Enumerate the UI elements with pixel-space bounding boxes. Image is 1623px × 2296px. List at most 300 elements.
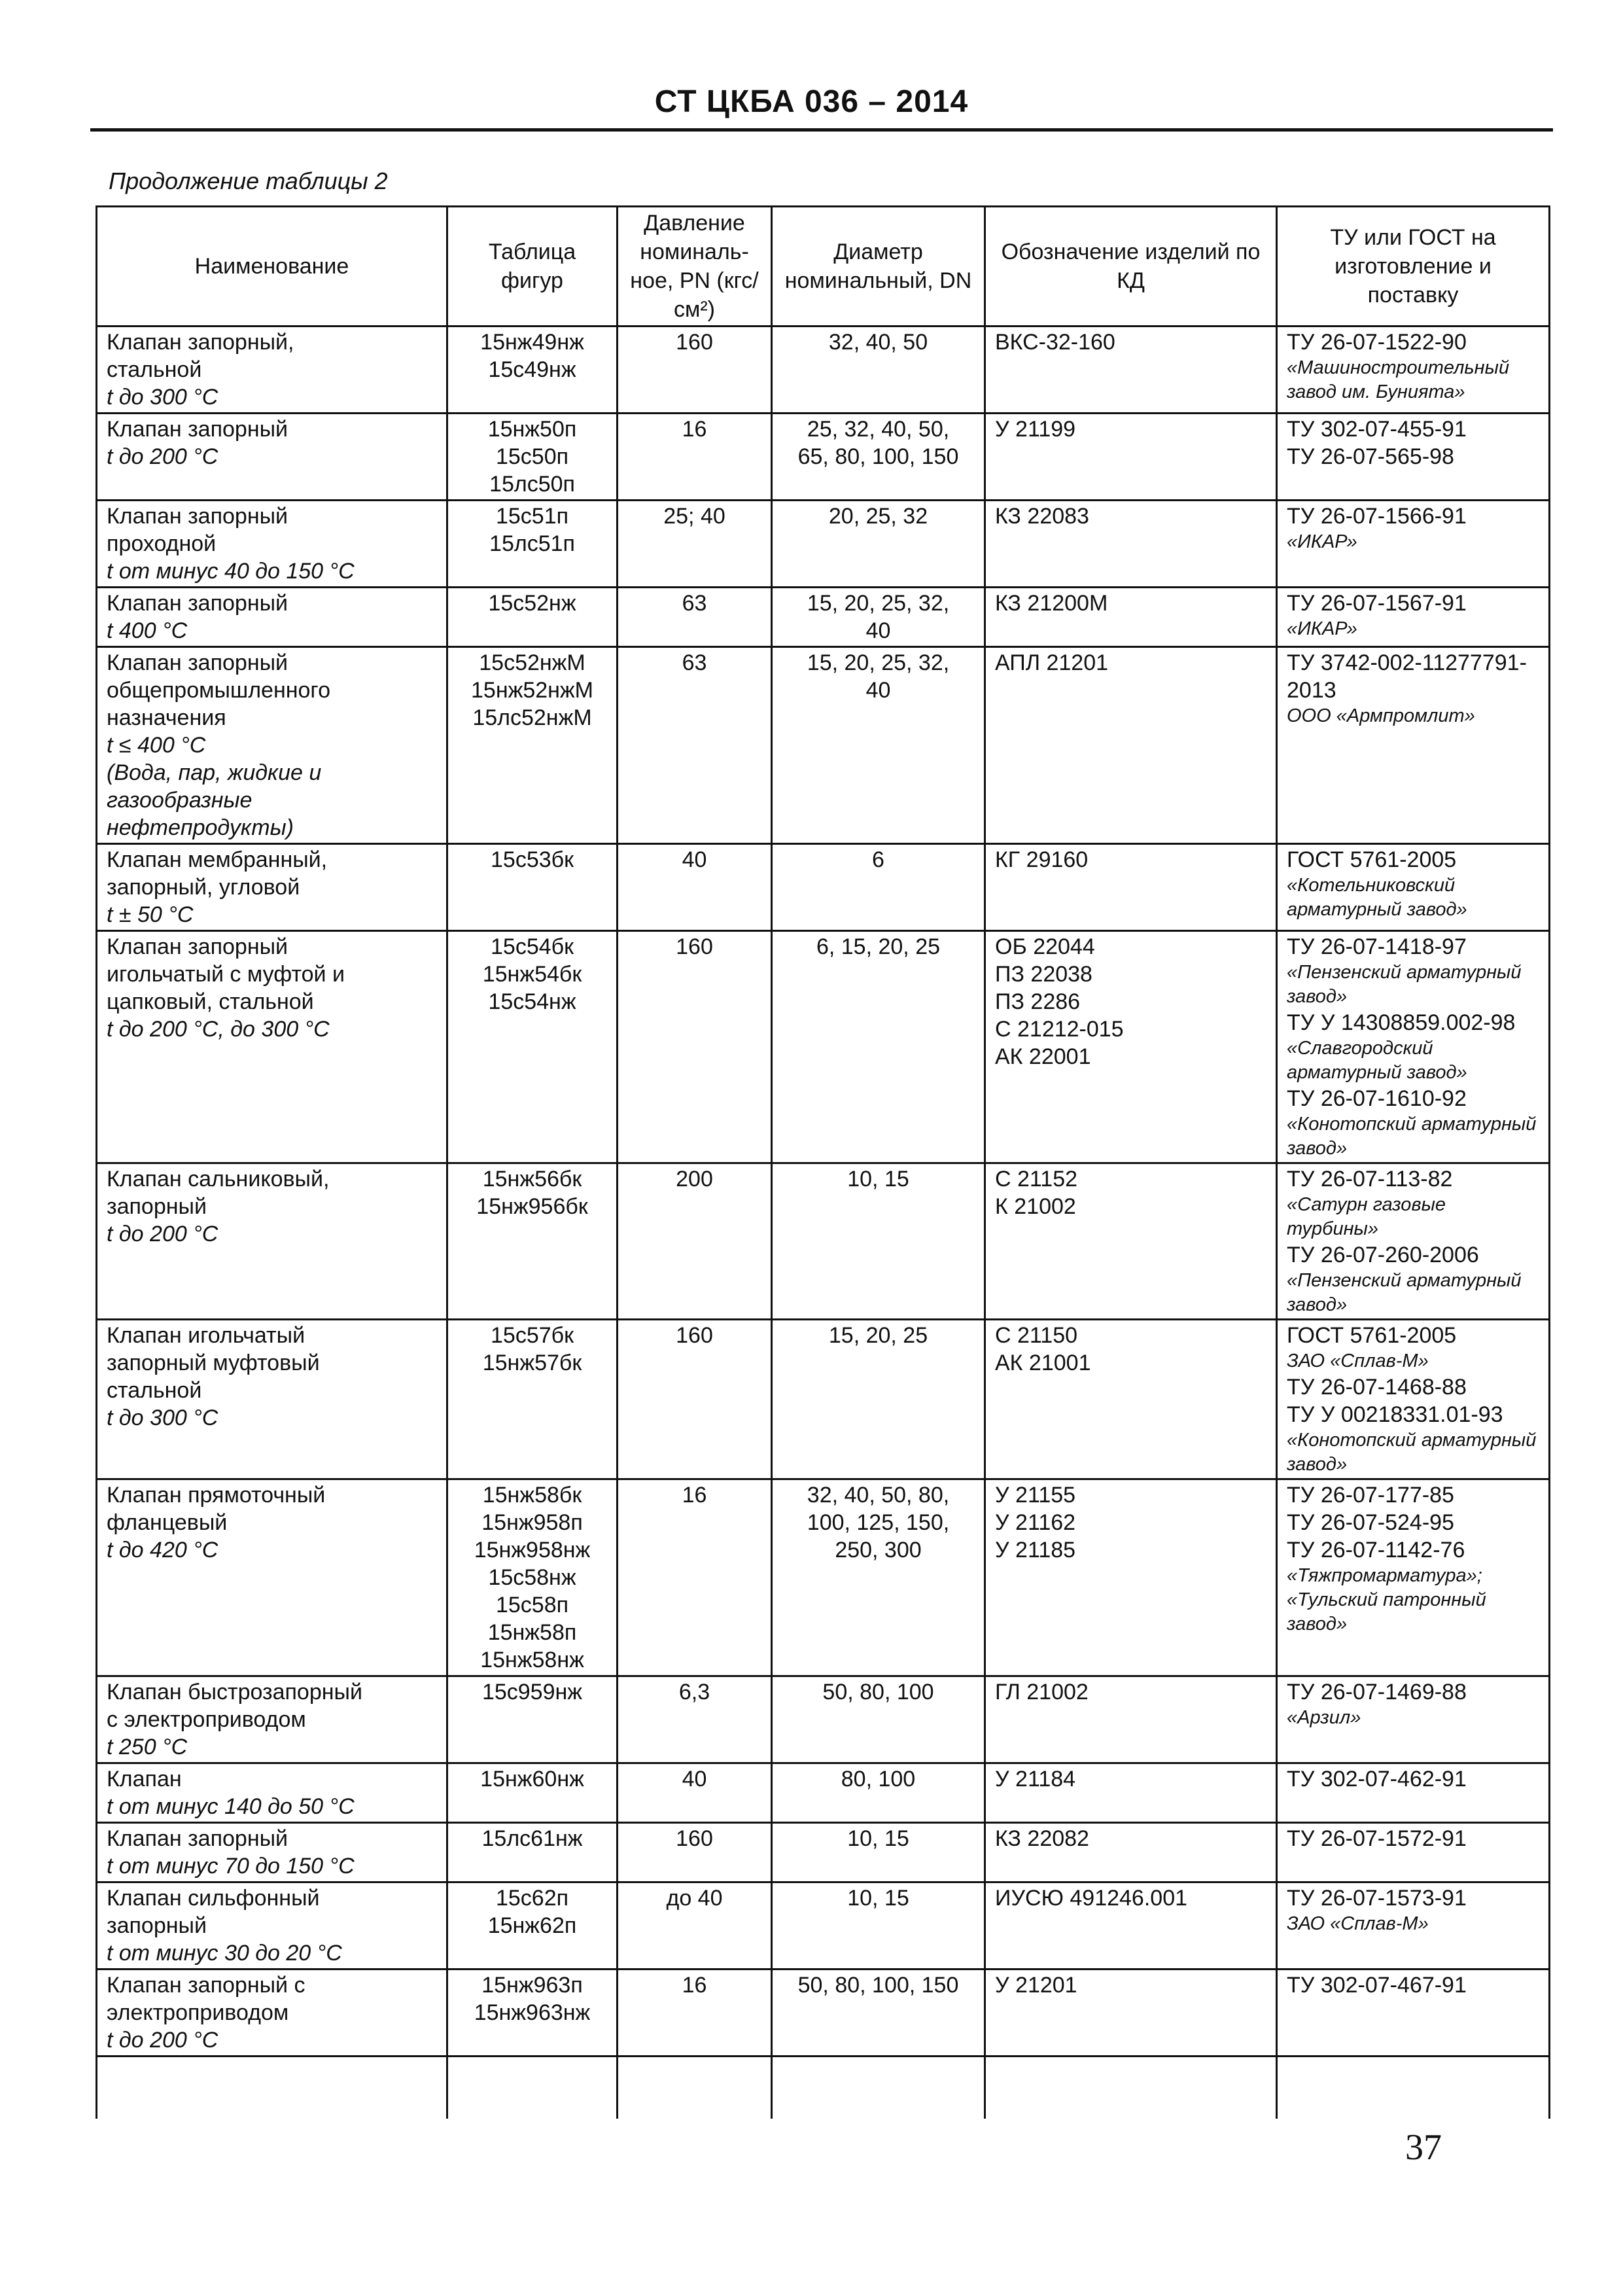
pressure-value: 63 [682,650,707,675]
standard-code: ТУ 26-07-1610-92 [1287,1086,1467,1111]
name-line: t до 200 °C [107,2028,218,2053]
figure-code: 15с54нж [488,989,576,1014]
cell-diameter [772,501,985,588]
cell-diameter [772,1882,985,1969]
cell-name [97,844,447,931]
cell-standard [1277,1969,1550,2057]
cell-standard [1277,1320,1550,1479]
pressure-value: 16 [682,417,707,442]
figure-code: 15с53бк [491,847,574,872]
cell-figures [447,1163,618,1320]
name-line: Клапан мембранный, [107,847,328,872]
cell-name [97,588,447,647]
kd-designation: ИУСЮ 491246.001 [995,1886,1188,1911]
figure-code: 15нж50п [487,417,577,442]
manufacturer-name: ЗАО «Сплав-М» [1287,1913,1429,1934]
name-line: t до 300 °C [107,1405,218,1430]
name-line: t от минус 40 до 150 °C [107,559,355,584]
cell-figures [447,1969,618,2057]
standard-code: ТУ 26-07-1572-91 [1287,1826,1467,1851]
name-line: Клапан сильфонный [107,1886,320,1911]
cell-kd [985,414,1277,501]
col-header-standard: ТУ или ГОСТ на изготовление и поставку [1277,207,1550,327]
pressure-value: 40 [682,1767,707,1792]
cell-standard [1277,1763,1550,1823]
name-line: t от минус 30 до 20 °C [107,1941,342,1966]
table-row [97,327,1550,414]
name-line: назначения [107,705,226,730]
name-line: Клапан запорный, [107,330,294,355]
cell-standard [1277,414,1550,501]
cell-figures [447,647,618,844]
name-line: t до 200 °C [107,444,218,469]
manufacturer-name: «Машиностроительный завод им. Бунията» [1287,357,1510,402]
cell-figures [447,1320,618,1479]
cell-kd [985,501,1277,588]
cell-diameter [772,1763,985,1823]
cell-figures [447,501,618,588]
pressure-value: 40 [682,847,707,872]
standard-code: ТУ 26-07-1418-97 [1287,934,1467,959]
diameter-line: 15, 20, 25, 32, [807,650,950,675]
name-line: Клапан запорный [107,650,288,675]
diameter-line: 10, 15 [847,1167,909,1192]
cell-diameter [772,844,985,931]
manufacturer-name: «ИКАР» [1287,618,1357,639]
name-line: Клапан запорный [107,417,288,442]
cell-standard [1277,647,1550,844]
cell-standard [1277,1479,1550,1676]
figure-code: 15нж52нжМ [471,678,593,703]
document-header-title: СТ ЦКБА 036 – 2014 [654,84,969,119]
diameter-line: 100, 125, 150, [807,1510,950,1535]
standard-code: ТУ 26-07-524-95 [1287,1510,1454,1535]
table-row [97,1969,1550,2057]
manufacturer-name: «ИКАР» [1287,531,1357,552]
diameter-line: 50, 80, 100 [822,1680,934,1704]
cell-name [97,647,447,844]
col-header-figures: Таблица фигур [447,207,618,327]
manufacturer-name: «Славгородский арматурный завод» [1287,1038,1467,1083]
table-row [97,1763,1550,1823]
kd-designation: КЗ 22082 [995,1826,1089,1851]
kd-designation: ПЗ 2286 [995,989,1081,1014]
cell-figures [447,1479,618,1676]
name-line: t от минус 70 до 150 °C [107,1854,355,1879]
figure-code: 15нж58нж [480,1648,584,1672]
cell-standard [1277,1882,1550,1969]
cell-kd [985,1969,1277,2057]
kd-designation: У 21201 [995,1973,1077,1998]
cell-kd [985,1320,1277,1479]
cell-kd [985,327,1277,414]
figure-code: 15с50п [495,444,569,469]
kd-designation: АПЛ 21201 [995,650,1109,675]
kd-designation: ПЗ 22038 [995,962,1092,987]
cell-diameter [772,588,985,647]
col-header-name: Наименование [97,207,447,327]
table-row [97,588,1550,647]
figure-code: 15нж958нж [474,1538,591,1563]
cell-figures [447,414,618,501]
cell-kd [985,1676,1277,1763]
figure-code: 15лс50п [489,472,575,497]
cell-diameter [772,1969,985,2057]
cell-standard [1277,1823,1550,1882]
manufacturer-name: «Тульский патронный завод» [1287,1589,1486,1634]
empty-cell [97,2057,447,2119]
name-line: игольчатый с муфтой и [107,962,345,987]
cell-pressure [618,327,772,414]
standard-code: ТУ У 14308859.002-98 [1287,1010,1516,1035]
standard-code: ТУ 26-07-1469-88 [1287,1680,1467,1704]
cell-figures [447,931,618,1163]
kd-designation: К 21002 [995,1194,1076,1219]
figure-code: 15нж56бк [482,1167,582,1192]
figure-code: 15нж963п [481,1973,583,1998]
kd-designation: КЗ 21200М [995,591,1108,616]
name-line: запорный, угловой [107,875,300,900]
pressure-value: 16 [682,1973,707,1998]
empty-cell [447,2057,618,2119]
name-line: фланцевый [107,1510,228,1535]
cell-figures [447,327,618,414]
standard-code: ТУ 26-07-1573-91 [1287,1886,1467,1911]
diameter-line: 32, 40, 50, 80, [807,1483,950,1508]
cell-figures [447,1763,618,1823]
cell-kd [985,588,1277,647]
cell-standard [1277,931,1550,1163]
figure-code: 15лс52нжМ [472,705,592,730]
figure-code: 15с58нж [488,1565,576,1590]
standard-code: ТУ 302-07-462-91 [1287,1767,1467,1792]
standard-code: ТУ 26-07-1567-91 [1287,591,1467,616]
name-line: t 400 °C [107,618,188,643]
manufacturer-name: «Тяжпромарматура»; [1287,1565,1482,1586]
kd-designation: ВКС-32-160 [995,330,1115,355]
cell-figures [447,844,618,931]
name-line: Клапан запорный [107,934,288,959]
kd-designation: АК 22001 [995,1044,1091,1069]
kd-designation: С 21212-015 [995,1017,1124,1042]
empty-cell [1277,2057,1550,2119]
col-header-pressure: Давление номиналь-ное, PN (кгс/см²) [618,207,772,327]
standard-code: ТУ 26-07-1522-90 [1287,330,1467,355]
cell-diameter [772,414,985,501]
cell-kd [985,1823,1277,1882]
standard-code: ТУ 302-07-467-91 [1287,1973,1467,1998]
standard-code: ТУ 26-07-565-98 [1287,444,1454,469]
name-line: общепромышленного [107,678,330,703]
cell-diameter [772,931,985,1163]
figure-code: 15нж49нж [480,330,584,355]
cell-pressure [618,1163,772,1320]
name-line: запорный [107,1913,207,1938]
diameter-line: 80, 100 [841,1767,916,1792]
kd-designation: У 21162 [995,1510,1076,1535]
cell-figures [447,1882,618,1969]
pressure-value: 160 [676,934,713,959]
diameter-line: 50, 80, 100, 150 [797,1973,959,1998]
cell-pressure [618,1676,772,1763]
name-line: стальной [107,357,202,382]
figure-code: 15нж62п [487,1913,577,1938]
table-caption: Продолжение таблицы 2 [109,168,388,194]
name-line: Клапан сальниковый, [107,1167,330,1192]
kd-designation: У 21199 [995,417,1076,442]
cell-diameter [772,1479,985,1676]
table-row [97,1823,1550,1882]
standard-code: ТУ 26-07-1468-88 [1287,1375,1467,1400]
cell-pressure [618,1763,772,1823]
cell-kd [985,1163,1277,1320]
cell-figures [447,1676,618,1763]
page-number: 37 [1405,2127,1442,2168]
figure-code: 15нж958п [481,1510,583,1535]
cell-name [97,1320,447,1479]
table-row [97,844,1550,931]
table-row [97,501,1550,588]
cell-pressure [618,1320,772,1479]
cell-name [97,414,447,501]
cell-diameter [772,647,985,844]
cell-pressure [618,647,772,844]
name-line: запорный [107,1194,207,1219]
name-line: с электроприводом [107,1707,306,1732]
manufacturer-name: «Конотопский арматурный завод» [1287,1114,1537,1159]
standard-code: ТУ 26-07-177-85 [1287,1483,1454,1508]
name-line: Клапан прямоточный [107,1483,326,1508]
diameter-line: 40 [865,678,891,703]
name-line: цапковый, стальной [107,989,314,1014]
kd-designation: У 21185 [995,1538,1076,1563]
figure-code: 15нж60нж [480,1767,584,1792]
cell-standard [1277,844,1550,931]
manufacturer-name: «Пензенский арматурный завод» [1287,1270,1522,1315]
cell-figures [447,1823,618,1882]
name-line: Клапан игольчатый [107,1323,305,1348]
cell-pressure [618,1479,772,1676]
table-continuation-row [97,2057,1550,2119]
name-line: t до 200 °C [107,1222,218,1246]
cell-kd [985,647,1277,844]
name-line: Клапан запорный с [107,1973,305,1998]
pressure-value: 16 [682,1483,707,1508]
cell-kd [985,931,1277,1163]
name-line: (Вода, пар, жидкие и газообразные нефтепродукты) [107,760,322,840]
figure-code: 15с49нж [488,357,576,382]
figure-code: 15лс51п [489,531,575,556]
table-row [97,1479,1550,1676]
manufacturer-name: «Сатурн газовые турбины» [1287,1194,1446,1239]
name-line: стальной [107,1378,202,1403]
figure-code: 15с52нжМ [479,650,585,675]
standard-code: ТУ 26-07-1566-91 [1287,504,1467,529]
name-line: t до 300 °C [107,385,218,410]
standard-code: ТУ 26-07-113-82 [1287,1167,1453,1192]
diameter-line: 250, 300 [835,1538,922,1563]
manufacturer-name: «Котельниковский арматурный завод» [1287,875,1467,920]
pressure-value: 63 [682,591,707,616]
figure-code: 15с58п [495,1593,569,1617]
table-row [97,647,1550,844]
name-line: Клапан запорный [107,1826,288,1851]
cell-pressure [618,414,772,501]
kd-designation: У 21155 [995,1483,1076,1508]
table-row [97,1163,1550,1320]
diameter-line: 25, 32, 40, 50, [807,417,950,442]
cell-diameter [772,1320,985,1479]
name-line: электроприводом [107,2000,289,2025]
table-row [97,1320,1550,1479]
pressure-value: до 40 [666,1886,723,1911]
figure-code: 15нж54бк [482,962,582,987]
name-line: t до 200 °C, до 300 °C [107,1017,330,1042]
cell-name [97,1969,447,2057]
figure-code: 15нж58бк [482,1483,582,1508]
figure-code: 15нж963нж [474,2000,591,2025]
cell-name [97,1163,447,1320]
cell-diameter [772,1676,985,1763]
figure-code: 15с52нж [488,591,576,616]
manufacturer-name: «Конотопский арматурный завод» [1287,1430,1537,1475]
diameter-line: 15, 20, 25 [828,1323,928,1348]
table-row [97,414,1550,501]
figure-code: 15нж57бк [482,1351,582,1375]
cell-name [97,1882,447,1969]
cell-standard [1277,588,1550,647]
pressure-value: 160 [676,330,713,355]
diameter-line: 6, 15, 20, 25 [816,934,941,959]
cell-name [97,1823,447,1882]
diameter-line: 6 [872,847,884,872]
name-line: запорный муфтовый [107,1351,320,1375]
figure-code: 15лс61нж [481,1826,583,1851]
cell-standard [1277,1676,1550,1763]
kd-designation: ГЛ 21002 [995,1680,1089,1704]
pressure-value: 6,3 [678,1680,710,1704]
empty-cell [618,2057,772,2119]
standard-code: ТУ 26-07-260-2006 [1287,1243,1479,1267]
figure-code: 15с959нж [481,1680,583,1704]
figure-code: 15нж58п [487,1620,577,1645]
kd-designation: С 21150 [995,1323,1078,1348]
figure-code: 15с57бк [491,1323,574,1348]
cell-standard [1277,327,1550,414]
cell-name [97,931,447,1163]
name-line: t 250 °C [107,1735,188,1759]
figure-code: 15с51п [495,504,569,529]
cell-kd [985,1479,1277,1676]
cell-pressure [618,844,772,931]
name-line: проходной [107,531,217,556]
figure-code: 15с62п [495,1886,569,1911]
diameter-line: 10, 15 [847,1886,909,1911]
cell-name [97,1763,447,1823]
cell-figures [447,588,618,647]
pressure-value: 160 [676,1323,713,1348]
standard-code: ТУ У 00218331.01-93 [1287,1402,1503,1427]
kd-designation: ОБ 22044 [995,934,1095,959]
manufacturer-name: «Пензенский арматурный завод» [1287,962,1522,1007]
cell-name [97,327,447,414]
table-body [97,327,1550,2119]
diameter-line: 20, 25, 32 [828,504,928,529]
cell-name [97,1479,447,1676]
standard-code: ГОСТ 5761-2005 [1287,847,1457,872]
cell-diameter [772,327,985,414]
standard-code: ТУ 302-07-455-91 [1287,417,1467,442]
standard-code: ТУ 3742-002-11277791-2013 [1287,650,1527,703]
name-line: Клапан запорный [107,591,288,616]
manufacturer-name: ООО «Армпромлит» [1287,705,1475,726]
pressure-value: 25; 40 [663,504,725,529]
manufacturer-name: ЗАО «Сплав-М» [1287,1351,1429,1371]
cell-standard [1277,1163,1550,1320]
cell-pressure [618,931,772,1163]
valve-spec-table [96,205,1550,2119]
cell-name [97,1676,447,1763]
name-line: Клапан быстрозапорный [107,1680,362,1704]
diameter-line: 10, 15 [847,1826,909,1851]
diameter-line: 15, 20, 25, 32, [807,591,950,616]
empty-cell [985,2057,1277,2119]
pressure-value: 200 [676,1167,713,1192]
cell-diameter [772,1823,985,1882]
cell-kd [985,1763,1277,1823]
cell-pressure [618,1882,772,1969]
kd-designation: КЗ 22083 [995,504,1089,529]
diameter-line: 65, 80, 100, 150 [797,444,959,469]
cell-kd [985,1882,1277,1969]
table-header-row [97,207,1550,327]
name-line: t от минус 140 до 50 °C [107,1794,355,1819]
table-row [97,1676,1550,1763]
table-row [97,1882,1550,1969]
cell-pressure [618,1969,772,2057]
name-line: t ≤ 400 °C [107,733,206,758]
kd-designation: С 21152 [995,1167,1078,1192]
name-line: t до 420 °C [107,1538,218,1563]
standard-code: ГОСТ 5761-2005 [1287,1323,1457,1348]
col-header-diameter: Диаметр номинальный, DN [772,207,985,327]
empty-cell [772,2057,985,2119]
cell-kd [985,844,1277,931]
figure-code: 15нж956бк [476,1194,588,1219]
cell-name [97,501,447,588]
col-header-kd: Обозначение изделий по КД [985,207,1277,327]
cell-standard [1277,501,1550,588]
header-rule [90,128,1553,132]
pressure-value: 160 [676,1826,713,1851]
diameter-line: 40 [865,618,891,643]
kd-designation: АК 21001 [995,1351,1091,1375]
cell-diameter [772,1163,985,1320]
cell-pressure [618,1823,772,1882]
name-line: t ± 50 °C [107,902,194,927]
figure-code: 15с54бк [491,934,574,959]
kd-designation: КГ 29160 [995,847,1089,872]
table-row [97,931,1550,1163]
cell-pressure [618,501,772,588]
diameter-line: 32, 40, 50 [828,330,928,355]
cell-pressure [618,588,772,647]
kd-designation: У 21184 [995,1767,1076,1792]
standard-code: ТУ 26-07-1142-76 [1287,1538,1465,1563]
name-line: Клапан запорный [107,504,288,529]
manufacturer-name: «Арзил» [1287,1707,1361,1728]
name-line: Клапан [107,1767,182,1792]
